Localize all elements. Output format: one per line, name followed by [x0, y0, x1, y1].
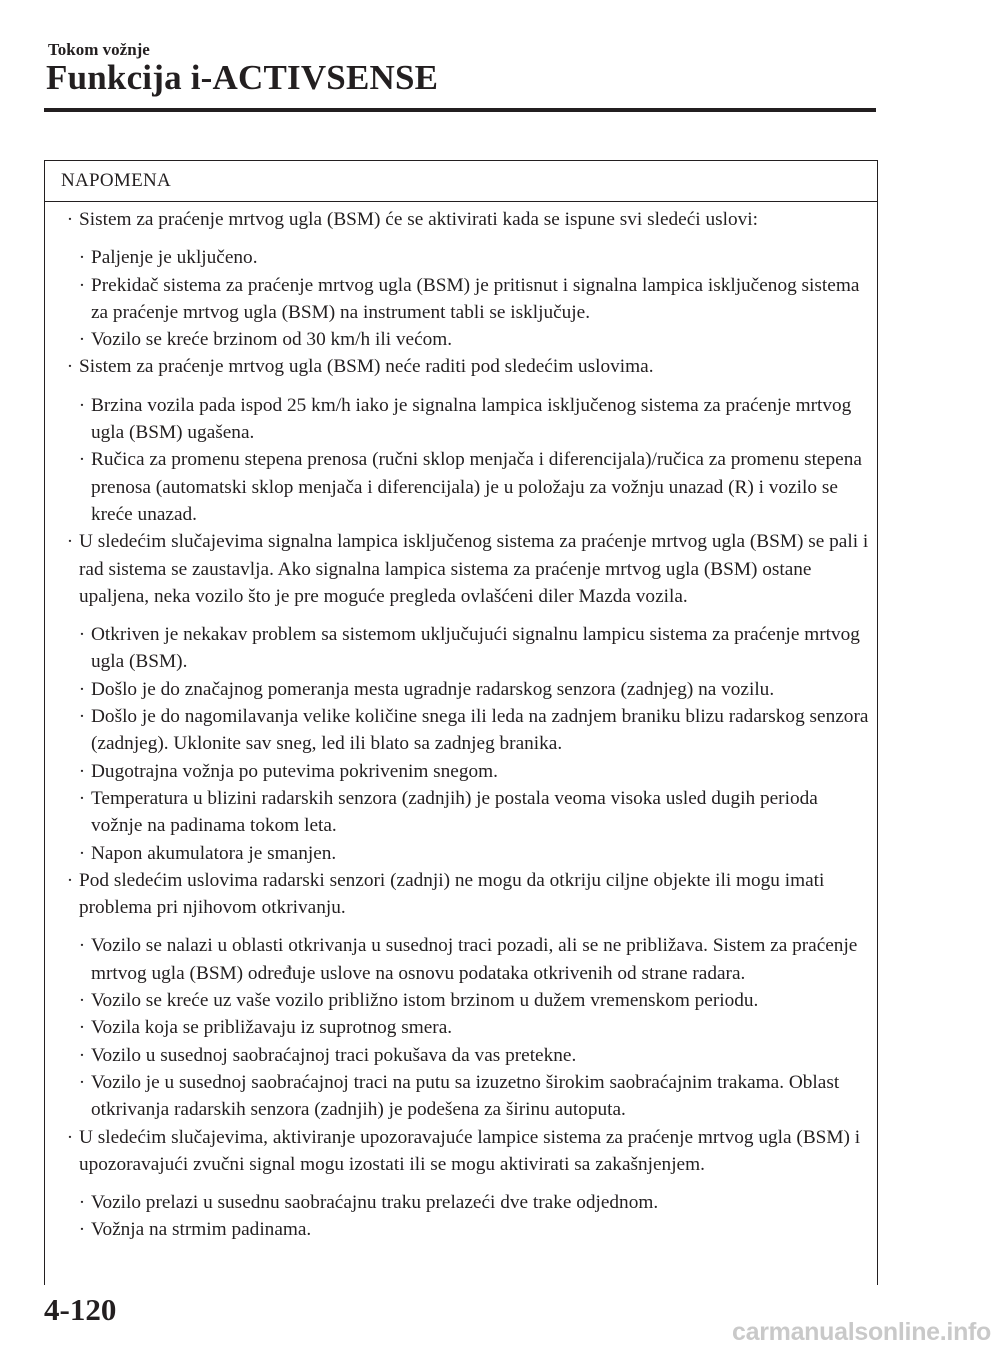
- note-sub-item: [73, 1216, 869, 1243]
- bullet-icon: ·: [78, 935, 86, 957]
- note-sub-item: [73, 987, 869, 1014]
- note-sub-item-text: Dugotrajna vožnja po putevima pokrivenim snegom.: [91, 760, 498, 782]
- note-sub-list: [61, 932, 869, 1123]
- note-item-text: U sledećim slučajevima signalna lampica isključenog sistema za praćenje mrtvog ugla (BSM) se pali i rad sistema se zaustavlja. Ako signalna lampica sistema za praćenje mrtvog ugla (BSM) ostane upaljena, neka vozilo što je pre moguće pregleda ovlašćeni diler Mazda vozila.: [79, 531, 869, 607]
- bullet-icon: ·: [66, 869, 74, 891]
- bullet-icon: ·: [78, 842, 86, 864]
- bullet-icon: ·: [78, 449, 86, 471]
- bullet-icon: ·: [78, 274, 86, 296]
- note-sub-item-text: Prekidač sistema za praćenje mrtvog ugla (BSM) je pritisnut i signalna lampica isključenog sistema za praćenje mrtvog ugla (BSM) na instrument tabli se isključuje.: [91, 274, 860, 323]
- note-sub-item: [73, 1069, 869, 1124]
- note-sub-item: [73, 244, 869, 271]
- watermark-text: carmanualsonline.info: [732, 1318, 991, 1346]
- note-sub-item-text: Napon akumulatora je smanjen.: [91, 842, 337, 864]
- note-sub-item-text: Vozilo se kreće uz vaše vozilo približno istom brzinom u dužem vremenskom periodu.: [91, 990, 759, 1012]
- bullet-icon: ·: [78, 787, 86, 809]
- note-sub-item: [73, 621, 869, 676]
- note-item-text: U sledećim slučajevima, aktiviranje upozoravajuće lampice sistema za praćenje mrtvog ugla (BSM) i upozoravajući zvučni signal mogu izostati ili se mogu aktivirati sa zakašnjenjem.: [79, 1126, 861, 1175]
- bullet-icon: ·: [78, 1071, 86, 1093]
- note-sub-item-text: Paljenje je uključeno.: [91, 247, 258, 269]
- note-sub-item-text: Vožnja na strmim padinama.: [91, 1219, 312, 1241]
- note-sub-item: [73, 932, 869, 987]
- note-sub-list: [61, 1189, 869, 1244]
- note-item: [61, 1124, 869, 1179]
- note-sub-item-text: Brzina vozila pada ispod 25 km/h iako je signalna lampica isključenog sistema za praćenje mrtvog ugla (BSM) ugašena.: [91, 394, 852, 444]
- note-item: [61, 206, 869, 233]
- bullet-icon: ·: [78, 624, 86, 646]
- bullet-icon: ·: [66, 209, 74, 230]
- note-item-text: Sistem za praćenje mrtvog ugla (BSM) će se aktivirati kada se ispune svi sledeći uslovi:: [79, 209, 758, 230]
- note-sub-item: [73, 676, 869, 703]
- note-item: [61, 528, 869, 610]
- note-sub-item-text: Vozilo se nalazi u oblasti otkrivanja u susednoj traci pozadi, ali se ne približava. Sistem za praćenje mrtvog ugla (BSM) određuje uslove na osnovu podataka otkrivenih od strane radara.: [91, 935, 858, 984]
- bullet-icon: ·: [78, 678, 86, 700]
- page-title: Funkcija i-ACTIVSENSE: [46, 58, 439, 97]
- note-header: [45, 161, 877, 202]
- note-item: [61, 867, 869, 922]
- note-sub-item: [73, 840, 869, 867]
- note-sub-item: [73, 1189, 869, 1216]
- note-sub-item-text: Temperatura u blizini radarskih senzora (zadnjih) je postala veoma visoka usled dugih perioda vožnje na padinama tokom leta.: [91, 787, 818, 837]
- bullet-icon: ·: [78, 329, 86, 351]
- bullet-icon: ·: [78, 1017, 86, 1039]
- note-sub-item: [73, 392, 869, 447]
- note-item-text: Sistem za praćenje mrtvog ugla (BSM) neće raditi pod sledećim uslovima.: [79, 356, 654, 378]
- note-sub-item-text: Vozilo se kreće brzinom od 30 km/h ili većom.: [91, 329, 453, 351]
- bullet-icon: ·: [78, 760, 86, 782]
- bullet-icon: ·: [78, 394, 86, 416]
- section-label: Tokom vožnje: [48, 40, 150, 59]
- note-sub-item: [73, 758, 869, 785]
- note-sub-item: [73, 1042, 869, 1069]
- bullet-icon: ·: [78, 706, 86, 728]
- note-item-text: Pod sledećim uslovima radarski senzori (zadnji) ne mogu da otkriju ciljne objekte ili mogu imati problema pri njihovom otkrivanju.: [79, 869, 825, 919]
- bullet-icon: ·: [78, 990, 86, 1012]
- note-item: [61, 353, 869, 380]
- note-content: [45, 202, 877, 1244]
- bullet-icon: ·: [66, 531, 74, 553]
- bullet-icon: ·: [78, 1219, 86, 1241]
- note-sub-item-text: Došlo je do značajnog pomeranja mesta ugradnje radarskog senzora (zadnjeg) na vozilu.: [91, 678, 775, 700]
- note-sub-item: [73, 326, 869, 353]
- note-sub-list: [61, 621, 869, 867]
- bullet-icon: ·: [66, 1126, 74, 1148]
- title-divider: [44, 108, 876, 112]
- note-sub-item: [73, 272, 869, 327]
- note-sub-item-text: Vozila koja se približavaju iz suprotnog smera.: [91, 1017, 453, 1039]
- note-sub-item: [73, 785, 869, 840]
- note-sub-item: [73, 703, 869, 758]
- note-title: NAPOMENA: [61, 170, 172, 191]
- page-number: 4-120: [44, 1292, 117, 1327]
- note-sub-item: [73, 1014, 869, 1041]
- bullet-icon: ·: [78, 247, 86, 269]
- note-sub-item-text: Vozilo je u susednoj saobraćajnoj traci na putu sa izuzetno širokim saobraćajnim trakama. Oblast otkrivanja radarskih senzora (zadnjih) je podešena za širinu autoputa.: [91, 1071, 840, 1121]
- note-sub-item-text: Ručica za promenu stepena prenosa (ručni sklop menjača i diferencijala)/ručica za promenu stepena prenosa (automatski sklop menjača i diferencijala) je u položaju za vožnju unazad (R) i vozilo se kreće unazad.: [91, 449, 862, 525]
- bullet-icon: ·: [66, 356, 74, 378]
- note-box: [44, 160, 878, 1285]
- note-sub-item-text: Došlo je do nagomilavanja velike količine snega ili leda na zadnjem braniku blizu radarskog senzora (zadnjeg). Uklonite sav sneg, led ili blato sa zadnjeg branika.: [91, 706, 869, 755]
- note-sub-item-text: Vozilo prelazi u susednu saobraćajnu traku prelazeći dve trake odjednom.: [91, 1192, 659, 1214]
- note-sub-item: [73, 446, 869, 528]
- note-sub-list: [61, 392, 869, 528]
- note-sub-item-text: Vozilo u susednoj saobraćajnoj traci pokušava da vas pretekne.: [91, 1044, 577, 1066]
- note-sub-item-text: Otkriven je nekakav problem sa sistemom uključujući signalnu lampicu sistema za praćenje mrtvog ugla (BSM).: [91, 624, 860, 673]
- bullet-icon: ·: [78, 1044, 86, 1066]
- note-sub-list: [61, 244, 869, 353]
- bullet-icon: ·: [78, 1192, 86, 1214]
